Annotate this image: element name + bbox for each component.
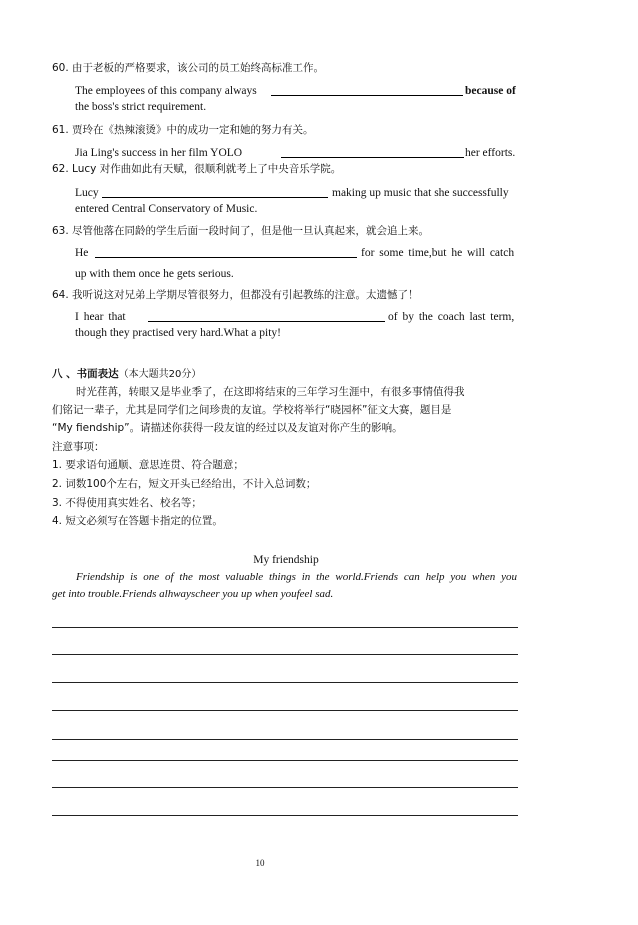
page-number: 10 (255, 858, 265, 868)
notes-title: 注意事项： (52, 441, 105, 453)
q62-english-before: Lucy (75, 187, 99, 199)
q60-english-line2: the boss's strict requirement. (75, 101, 207, 113)
writing-line[interactable] (52, 654, 518, 655)
q62-english-line2: entered Central Conservatory of Music. (75, 203, 258, 215)
q62-english-after: making up music that she successfully (332, 187, 509, 199)
q64-answer-blank[interactable] (148, 321, 385, 322)
q62-answer-blank[interactable] (102, 197, 328, 198)
q63-chinese: 63. 尽管他落在同龄的学生后面一段时间了，但是他一旦认真起来，就会追上来。 (52, 225, 430, 237)
q64-english-after: of by the coach last term, (388, 311, 515, 323)
writing-line[interactable] (52, 682, 518, 683)
q60-answer-blank[interactable] (271, 95, 463, 96)
q60-chinese: 60. 由于老板的严格要求，该公司的员工始终高标准工作。 (52, 62, 325, 74)
q63-english-before: He (75, 247, 89, 259)
q61-chinese: 61. 贾玲在《热辣滚烫》中的成功一定和她的努力有关。 (52, 124, 314, 136)
writing-line[interactable] (52, 627, 518, 628)
note-item: 2. 词数100个左右，短文开头已经给出，不计入总词数； (52, 478, 317, 490)
q60-english-after: because of (465, 85, 516, 97)
writing-intro-line2: 们铭记一辈子，尤其是同学们之间珍贵的友谊。学校将举行“晓园杯”征文大赛，题目是 (52, 404, 452, 416)
q63-english-after: for some time,but he will catch (361, 247, 515, 259)
essay-title: My friendship (253, 554, 319, 566)
essay-opening-line1: Friendship is one of the most valuable things in the world.Friends can help you when you (76, 571, 517, 583)
writing-intro-line1: 时光荏苒，转眼又是毕业季了，在这即将结束的三年学习生涯中，有很多事情值得我 (76, 386, 465, 398)
essay-opening-line2: get into trouble.Friends alhwayscheer you up when youfeel sad. (52, 588, 334, 600)
q64-chinese: 64. 我听说这对兄弟上学期尽管很努力，但都没有引起教练的注意。太遗憾了！ (52, 289, 419, 301)
q60-english-before: The employees of this company always (75, 85, 257, 97)
note-item: 1. 要求语句通顺、意思连贯、符合题意； (52, 459, 244, 471)
writing-line[interactable] (52, 760, 518, 761)
q64-english-before: I hear that (75, 311, 126, 323)
writing-section-heading: 八 、书面表达（本大题共20分） (52, 368, 202, 380)
q63-answer-blank[interactable] (95, 257, 357, 258)
note-item: 4. 短文必须写在答题卡指定的位置。 (52, 515, 223, 527)
writing-intro-line3: “My fiendship”。请描述你获得一段友谊的经过以及友谊对你产生的影响。 (52, 422, 403, 434)
writing-line[interactable] (52, 710, 518, 711)
q64-english-line2: though they practised very hard.What a pity! (75, 327, 281, 339)
writing-line[interactable] (52, 739, 518, 740)
q61-answer-blank[interactable] (281, 157, 464, 158)
q63-english-line2: up with them once he gets serious. (75, 268, 234, 280)
q61-english-after: her efforts. (465, 147, 516, 159)
writing-line[interactable] (52, 787, 518, 788)
writing-line[interactable] (52, 815, 518, 816)
note-item: 3. 不得使用真实姓名、校名等； (52, 497, 202, 509)
q62-chinese: 62. Lucy 对作曲如此有天赋，很顺利就考上了中央音乐学院。 (52, 163, 342, 175)
q61-english-before: Jia Ling's success in her film YOLO (75, 147, 243, 159)
